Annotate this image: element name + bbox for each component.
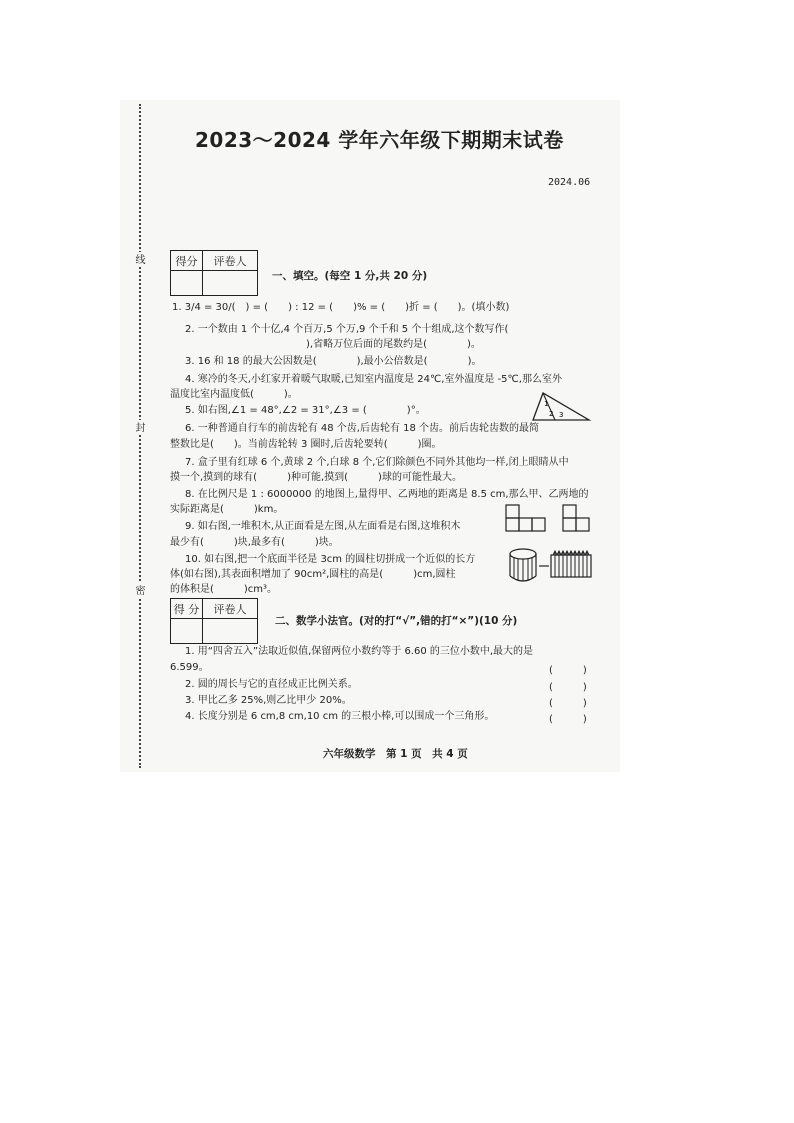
exam-date: 2024.06 bbox=[548, 177, 591, 188]
judge-question-4: 4. 长度分别是 6 cm,8 cm,10 cm 的三根小棒,可以围成一个三角形。 bbox=[185, 711, 495, 722]
angle-label-2: 2 bbox=[549, 410, 554, 418]
score-cell bbox=[171, 619, 203, 643]
answer-paren-2: ( ) bbox=[549, 682, 587, 693]
judge-question-2: 2. 圆的周长与它的直径成正比例关系。 bbox=[185, 679, 358, 690]
question-9-cont: 最少有( )块,最多有( )块。 bbox=[170, 537, 339, 548]
section2-title: 二、数学小法官。(对的打“√”,错的打“×”)(10 分) bbox=[275, 615, 518, 627]
judge-question-3: 3. 甲比乙多 25%,则乙比甲少 20%。 bbox=[185, 695, 352, 706]
binding-label-secret: 密 bbox=[133, 585, 144, 595]
question-2: 2. 一个数由 1 个十亿,4 个百万,5 个万,9 个千和 5 个十组成,这个数写作( bbox=[185, 324, 509, 335]
angle-triangle-figure bbox=[529, 390, 593, 424]
question-4-cont: 温度比室内温度低( )。 bbox=[170, 389, 298, 400]
question-5: 5. 如右图,∠1 = 48°,∠2 = 31°,∠3 = ( )°。 bbox=[185, 405, 426, 416]
binding-label-line: 线 bbox=[133, 254, 144, 264]
score-label: 得 分 bbox=[171, 599, 203, 619]
judge-question-1: 1. 用“四舍五入”法取近似值,保留两位小数约等于 6.60 的三位小数中,最大的是 bbox=[185, 646, 534, 657]
binding-label-seal: 封 bbox=[133, 422, 144, 432]
question-7: 7. 盒子里有红球 6 个,黄球 2 个,白球 8 个,它们除颜色不同外其他均一样,闭上眼睛从中 bbox=[185, 457, 569, 468]
question-9: 9. 如右图,一堆积木,从正面看是左图,从左面看是右图,这堆积木 bbox=[185, 521, 461, 532]
judge-question-1-cont: 6.599。 bbox=[170, 662, 209, 673]
question-10-cont-1: 体(如右图),其表面积增加了 90cm²,圆柱的高是( )cm,圆柱 bbox=[170, 569, 456, 580]
grader-label: 评卷人 bbox=[203, 599, 257, 619]
score-box-section2 bbox=[170, 598, 258, 644]
grader-label: 评卷人 bbox=[203, 251, 257, 271]
question-4: 4. 寒冷的冬天,小红家开着暖气取暖,已知室内温度是 24℃,室外温度是 -5℃,那么室外 bbox=[185, 374, 562, 385]
question-8-cont: 实际距离是( )km。 bbox=[170, 504, 284, 515]
exam-title: 2023～2024 学年六年级下期期末试卷 bbox=[195, 128, 564, 152]
cylinder-to-cuboid-figure bbox=[505, 548, 595, 584]
page-footer: 六年级数学 第 1 页 共 4 页 bbox=[323, 748, 468, 760]
score-cell bbox=[171, 271, 203, 295]
question-6: 6. 一种普通自行车的前齿轮有 48 个齿,后齿轮有 18 个齿。前后齿轮齿数的最简 bbox=[185, 423, 540, 434]
answer-paren-3: ( ) bbox=[549, 698, 587, 709]
question-10-cont-2: 的体积是( )cm³。 bbox=[170, 584, 278, 595]
answer-paren-1: ( ) bbox=[549, 665, 587, 676]
question-7-cont: 摸一个,摸到的球有( )种可能,摸到( )球的可能性最大。 bbox=[170, 472, 462, 483]
question-1: 1. 3/4 = 30/( ) = ( ) : 12 = ( )% = ( )折 = ( )。(填小数) bbox=[172, 302, 510, 313]
question-3: 3. 16 和 18 的最大公因数是( ),最小公倍数是( )。 bbox=[185, 356, 482, 367]
score-box-section1 bbox=[170, 250, 258, 296]
section1-title: 一、填空。(每空 1 分,共 20 分) bbox=[272, 270, 428, 282]
angle-label-3: 3 bbox=[559, 411, 564, 419]
question-10: 10. 如右图,把一个底面半径是 3cm 的圆柱切拼成一个近似的长方 bbox=[185, 554, 476, 565]
answer-paren-4: ( ) bbox=[549, 714, 587, 725]
question-2-cont: ),省略万位后面的尾数约是( )。 bbox=[306, 339, 481, 350]
question-6-cont: 整数比是( )。当前齿轮转 3 圈时,后齿轮要转( )圈。 bbox=[170, 439, 442, 450]
grader-cell bbox=[203, 619, 257, 643]
binding-line bbox=[139, 104, 141, 768]
grader-cell bbox=[203, 271, 257, 295]
angle-label-1: 1 bbox=[544, 400, 549, 408]
block-views-figure bbox=[505, 503, 595, 533]
question-8: 8. 在比例尺是 1 : 6000000 的地图上,量得甲、乙两地的距离是 8.5 cm,那么甲、乙两地的 bbox=[185, 489, 589, 500]
score-label: 得分 bbox=[171, 251, 203, 271]
